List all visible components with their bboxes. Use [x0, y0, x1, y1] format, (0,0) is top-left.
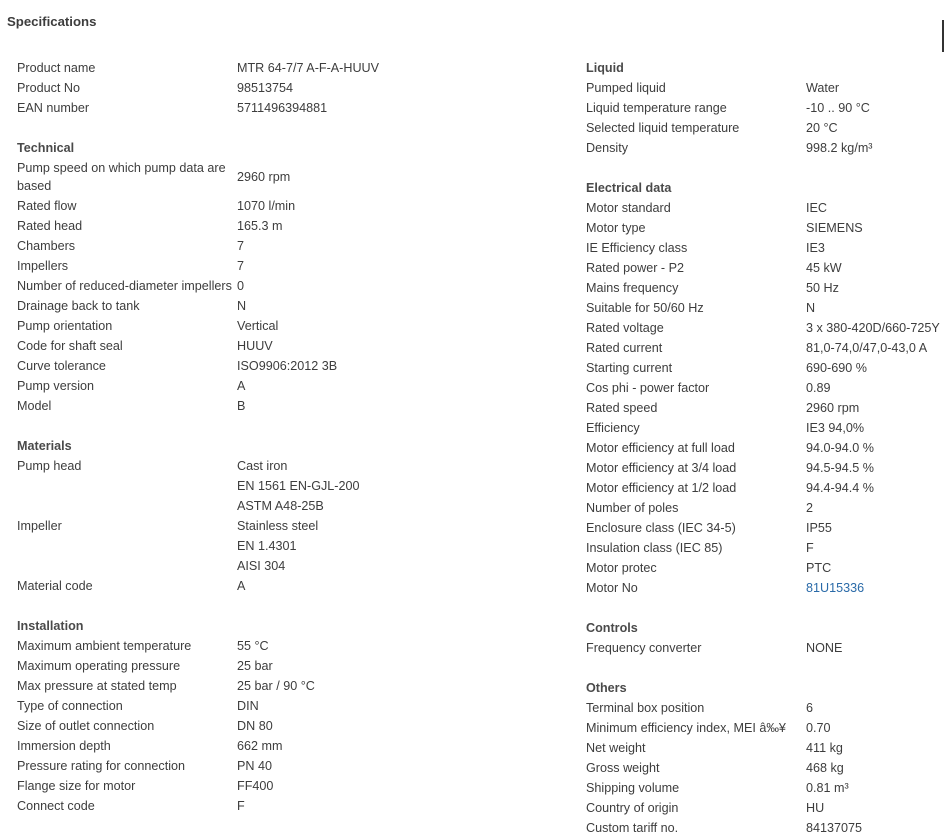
- spec-value-line: 84137075: [806, 821, 863, 835]
- spec-label: Impellers: [17, 259, 69, 273]
- spec-label: Pumped liquid: [586, 81, 666, 95]
- spec-value: [806, 358, 867, 378]
- spec-label: Motor type: [586, 221, 646, 235]
- spec-row: [586, 698, 944, 718]
- spec-value: [806, 738, 843, 758]
- spec-row: [17, 58, 577, 78]
- spec-value: [237, 376, 245, 396]
- spec-value: [237, 98, 327, 118]
- spec-value-line: Cast iron: [237, 459, 288, 473]
- spec-value-line: 662 mm: [237, 739, 283, 753]
- spec-value-line: NONE: [806, 641, 843, 655]
- spec-value: [806, 298, 815, 318]
- spec-value: [806, 78, 839, 98]
- spec-value: [806, 518, 832, 538]
- spec-label: Starting current: [586, 361, 673, 375]
- spec-value: [237, 456, 360, 516]
- spec-row: [17, 796, 577, 816]
- spec-label: Drainage back to tank: [17, 299, 140, 313]
- spec-group-general: [17, 58, 577, 118]
- spec-label: Density: [586, 141, 628, 155]
- spec-label: Product name: [17, 61, 96, 75]
- spec-row: [586, 478, 944, 498]
- spec-value-line: ASTM A48-25B: [237, 499, 324, 513]
- spec-label: Immersion depth: [17, 739, 111, 753]
- spec-row: [586, 738, 944, 758]
- spec-row: [586, 118, 944, 138]
- spec-value-line: 81,0-74,0/47,0-43,0 A: [806, 341, 928, 355]
- spec-row: [17, 636, 577, 656]
- spec-value: [237, 696, 259, 716]
- spec-value: [806, 418, 864, 438]
- spec-value-line: B: [237, 399, 246, 413]
- spec-value: [237, 58, 379, 78]
- group-title: Materials: [17, 439, 72, 453]
- spec-value-line: 0: [237, 279, 245, 293]
- spec-value: [806, 438, 874, 458]
- spec-row: [586, 438, 944, 458]
- spec-label: Frequency converter: [586, 641, 702, 655]
- spec-value-line: 690-690 %: [806, 361, 867, 375]
- spec-group-others: [586, 678, 944, 838]
- group-title: Electrical data: [586, 181, 672, 195]
- spec-label: Suitable for 50/60 Hz: [586, 301, 704, 315]
- spec-value-line: AISI 304: [237, 559, 286, 573]
- spec-label: Rated speed: [586, 401, 658, 415]
- spec-row: [586, 718, 944, 738]
- spec-row: [17, 776, 577, 796]
- spec-row: [586, 378, 944, 398]
- spec-row: [586, 198, 944, 218]
- spec-value: [237, 336, 273, 356]
- spec-value: [806, 798, 824, 818]
- spec-value-line: F: [237, 799, 245, 813]
- spec-row: [17, 396, 577, 416]
- spec-label: Maximum ambient temperature: [17, 639, 192, 653]
- spec-value-line: 5711496394881: [237, 101, 328, 115]
- spec-label: Pump head: [17, 459, 82, 473]
- spec-value-line: MTR 64-7/7 A-F-A-HUUV: [237, 61, 380, 75]
- spec-label: Pressure rating for connection: [17, 759, 186, 773]
- spec-group-electrical-data: [586, 178, 944, 598]
- spec-label: Motor efficiency at 3/4 load: [586, 461, 737, 475]
- spec-value-link[interactable]: 81U15336: [806, 581, 865, 595]
- group-title: Technical: [17, 141, 75, 155]
- spec-value-line: F: [806, 541, 814, 555]
- group-title: Others: [586, 681, 627, 695]
- spec-label: Efficiency: [586, 421, 640, 435]
- spec-row: [586, 338, 944, 358]
- spec-value: [237, 776, 273, 796]
- spec-row: [586, 298, 944, 318]
- spec-group-controls: [586, 618, 944, 658]
- spec-value-line: Vertical: [237, 319, 279, 333]
- spec-value-line: IEC: [806, 201, 827, 215]
- spec-row: [586, 218, 944, 238]
- spec-value-line: 94.0-94.0 %: [806, 441, 874, 455]
- spec-value: [806, 338, 927, 358]
- spec-value: [237, 796, 245, 816]
- spec-label: Curve tolerance: [17, 359, 106, 373]
- spec-label: Rated current: [586, 341, 663, 355]
- spec-value-line: HU: [806, 801, 825, 815]
- spec-value: [806, 198, 827, 218]
- spec-row: [17, 276, 577, 296]
- spec-value-line: IE3: [806, 241, 825, 255]
- spec-value: [237, 516, 318, 576]
- spec-value: [806, 278, 839, 298]
- right-spec-column: [586, 58, 944, 838]
- spec-row: [586, 758, 944, 778]
- spec-row: [586, 138, 944, 158]
- spec-label: Motor efficiency at full load: [586, 441, 735, 455]
- spec-value-line: 0.89: [806, 381, 831, 395]
- spec-label: Flange size for motor: [17, 779, 136, 793]
- spec-value: [237, 316, 278, 336]
- spec-value: [237, 196, 295, 216]
- spec-row: [586, 538, 944, 558]
- spec-value: [806, 98, 870, 118]
- spec-row: [17, 756, 577, 776]
- spec-row: [17, 576, 577, 596]
- spec-label: Pump version: [17, 379, 94, 393]
- spec-value: [806, 318, 940, 338]
- spec-value-line: 98513754: [237, 81, 294, 95]
- spec-value-line: 50 Hz: [806, 281, 839, 295]
- spec-value-line: IE3 94,0%: [806, 421, 865, 435]
- spec-group-materials: [17, 436, 577, 596]
- spec-value: [806, 238, 825, 258]
- spec-row: [17, 656, 577, 676]
- spec-label: Connect code: [17, 799, 95, 813]
- spec-value-line: 3 x 380-420D/660-725Y: [806, 321, 940, 335]
- spec-value: [806, 758, 844, 778]
- spec-value-line: IP55: [806, 521, 832, 535]
- spec-label: Motor efficiency at 1/2 load: [586, 481, 737, 495]
- spec-value-line: 25 bar: [237, 659, 273, 673]
- spec-value: [806, 478, 874, 498]
- group-title: Installation: [17, 619, 84, 633]
- spec-row: [586, 258, 944, 278]
- spec-value: [237, 296, 246, 316]
- spec-label: Impeller: [17, 519, 62, 533]
- spec-row: [586, 358, 944, 378]
- spec-row: [17, 716, 577, 736]
- spec-value-line: HUUV: [237, 339, 273, 353]
- spec-label: Material code: [17, 579, 93, 593]
- spec-label: Motor protec: [586, 561, 657, 575]
- spec-label: Maximum operating pressure: [17, 659, 181, 673]
- spec-value-line: 2960 rpm: [806, 401, 860, 415]
- spec-value-line: 55 °C: [237, 639, 269, 653]
- spec-label: Number of reduced-diameter impellers: [17, 279, 232, 293]
- spec-value-line: 998.2 kg/m³: [806, 141, 873, 155]
- spec-row: [17, 356, 577, 376]
- spec-label: Cos phi - power factor: [586, 381, 710, 395]
- spec-row: [586, 398, 944, 418]
- spec-row: [17, 676, 577, 696]
- spec-value[interactable]: [806, 578, 864, 598]
- spec-value: [237, 716, 273, 736]
- spec-label: Insulation class (IEC 85): [586, 541, 723, 555]
- spec-row: [17, 98, 577, 118]
- spec-value: [806, 218, 863, 238]
- spec-row: [586, 98, 944, 118]
- spec-row: [17, 236, 577, 256]
- spec-label: Model: [17, 399, 52, 413]
- spec-value-line: EN 1.4301: [237, 539, 297, 553]
- spec-value: [806, 498, 813, 518]
- spec-value: [806, 538, 814, 558]
- spec-value: [237, 356, 337, 376]
- spec-row: [586, 318, 944, 338]
- spec-value: [237, 736, 283, 756]
- spec-row: [17, 456, 577, 516]
- spec-value: [806, 818, 862, 838]
- spec-row: [586, 418, 944, 438]
- spec-value-line: 25 bar / 90 °C: [237, 679, 315, 693]
- spec-value-line: 20 °C: [806, 121, 838, 135]
- spec-value: [806, 718, 831, 738]
- spec-row: [17, 196, 577, 216]
- spec-value: [806, 378, 831, 398]
- spec-value-line: Stainless steel: [237, 519, 319, 533]
- spec-value: [237, 276, 244, 296]
- spec-label: Custom tariff no.: [586, 821, 679, 835]
- spec-value-line: N: [806, 301, 816, 315]
- spec-row: [586, 278, 944, 298]
- spec-value: [806, 258, 842, 278]
- spec-row: [586, 78, 944, 98]
- spec-row: [17, 158, 577, 196]
- spec-value-line: 468 kg: [806, 761, 844, 775]
- spec-label: Size of outlet connection: [17, 719, 155, 733]
- spec-value-line: SIEMENS: [806, 221, 863, 235]
- spec-label: Enclosure class (IEC 34-5): [586, 521, 736, 535]
- spec-value-line: 2960 rpm: [237, 170, 291, 184]
- spec-value: [237, 216, 283, 236]
- spec-label: Selected liquid temperature: [586, 121, 740, 135]
- spec-label: Net weight: [586, 741, 646, 755]
- spec-value: [806, 778, 849, 798]
- spec-label: Gross weight: [586, 761, 660, 775]
- spec-group-installation: [17, 616, 577, 816]
- spec-value-line: 0.70: [806, 721, 831, 735]
- spec-value: [237, 576, 245, 596]
- spec-value: [806, 698, 813, 718]
- spec-row: [586, 518, 944, 538]
- spec-value-line: PTC: [806, 561, 832, 575]
- spec-row: [17, 216, 577, 236]
- spec-value-line: 94.5-94.5 %: [806, 461, 874, 475]
- spec-value-line: 411 kg: [806, 741, 843, 755]
- spec-row: [586, 458, 944, 478]
- spec-value-line: DN 80: [237, 719, 273, 733]
- spec-label: Max pressure at stated temp: [17, 679, 177, 693]
- spec-row: [17, 376, 577, 396]
- spec-value: [806, 458, 874, 478]
- spec-value-line: -10 .. 90 °C: [806, 101, 870, 115]
- spec-label: Code for shaft seal: [17, 339, 123, 353]
- spec-label: Motor standard: [586, 201, 671, 215]
- spec-row: [17, 78, 577, 98]
- spec-value-line: 7: [237, 259, 245, 273]
- spec-value: [806, 638, 842, 658]
- group-title: Liquid: [586, 61, 624, 75]
- spec-value: [806, 398, 859, 418]
- spec-label: Terminal box position: [586, 701, 705, 715]
- spec-value: [237, 756, 272, 776]
- spec-value: [237, 396, 245, 416]
- spec-label: Country of origin: [586, 801, 679, 815]
- spec-row: [17, 696, 577, 716]
- spec-value: [237, 676, 315, 696]
- spec-value: [237, 636, 269, 656]
- spec-value: [237, 158, 290, 196]
- spec-label: Liquid temperature range: [586, 101, 727, 115]
- spec-label: Minimum efficiency index, MEI â‰¥: [586, 721, 786, 735]
- spec-value-line: N: [237, 299, 247, 313]
- group-title: Controls: [586, 621, 638, 635]
- spec-value-line: 45 kW: [806, 261, 842, 275]
- spec-label: Mains frequency: [586, 281, 679, 295]
- spec-label: Chambers: [17, 239, 76, 253]
- spec-value-line: PN 40: [237, 759, 273, 773]
- spec-value-line: 2: [806, 501, 814, 515]
- spec-row: [586, 498, 944, 518]
- spec-row: [17, 736, 577, 756]
- spec-row: [17, 316, 577, 336]
- spec-row: [17, 336, 577, 356]
- spec-label: Number of poles: [586, 501, 679, 515]
- spec-value: [806, 138, 873, 158]
- spec-label: Rated head: [17, 219, 83, 233]
- spec-label: Type of connection: [17, 699, 123, 713]
- spec-label: Rated power - P2: [586, 261, 685, 275]
- spec-row: [586, 638, 944, 658]
- spec-label: Product No: [17, 81, 80, 95]
- spec-row: [17, 516, 577, 576]
- spec-group-technical: [17, 138, 577, 416]
- spec-label: Rated flow: [17, 199, 77, 213]
- spec-label: Shipping volume: [586, 781, 680, 795]
- spec-value-line: Water: [806, 81, 840, 95]
- spec-row: [586, 578, 944, 598]
- spec-label: Pump speed on which pump data are based: [17, 161, 226, 193]
- spec-row: [586, 798, 944, 818]
- spec-value-line: 0.81 m³: [806, 781, 849, 795]
- spec-row: [586, 778, 944, 798]
- spec-value-line: ISO9906:2012 3B: [237, 359, 338, 373]
- spec-row: [586, 238, 944, 258]
- spec-value-line: 94.4-94.4 %: [806, 481, 874, 495]
- spec-value: [237, 78, 293, 98]
- spec-value: [806, 558, 831, 578]
- spec-value-line: 6: [806, 701, 814, 715]
- spec-value-line: 7: [237, 239, 245, 253]
- spec-value: [806, 118, 838, 138]
- spec-label: EAN number: [17, 101, 90, 115]
- left-spec-column: [17, 58, 577, 816]
- spec-group-liquid: [586, 58, 944, 158]
- spec-label: Rated voltage: [586, 321, 664, 335]
- spec-label: IE Efficiency class: [586, 241, 688, 255]
- spec-value: [237, 656, 273, 676]
- spec-value-line: FF400: [237, 779, 274, 793]
- spec-value-line: EN 1561 EN-GJL-200: [237, 479, 360, 493]
- spec-value-line: 1070 l/min: [237, 199, 296, 213]
- spec-value: [237, 256, 244, 276]
- spec-label: Pump orientation: [17, 319, 113, 333]
- spec-row: [586, 818, 944, 838]
- spec-row: [17, 256, 577, 276]
- spec-value-line: A: [237, 379, 246, 393]
- spec-label: Motor No: [586, 581, 638, 595]
- spec-value-line: 165.3 m: [237, 219, 283, 233]
- spec-value-line: DIN: [237, 699, 259, 713]
- spec-row: [586, 558, 944, 578]
- page-title: Specifications: [7, 14, 97, 29]
- spec-value-line: A: [237, 579, 246, 593]
- spec-value: [237, 236, 244, 256]
- spec-row: [17, 296, 577, 316]
